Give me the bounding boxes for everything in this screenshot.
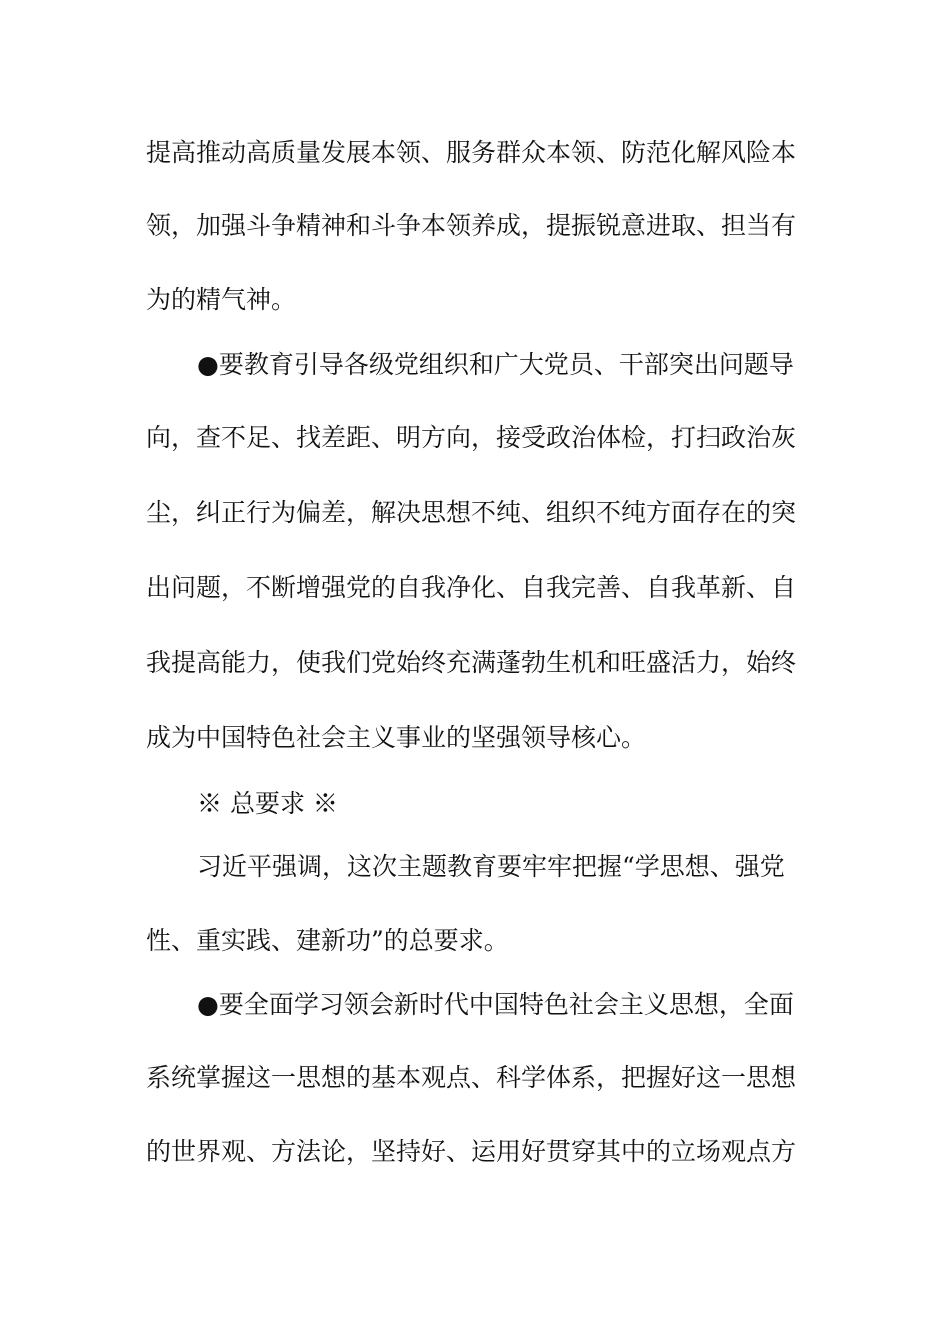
text-line: 领，加强斗争精神和斗争本领养成，提振锐意进取、担当有 (146, 211, 797, 240)
text-line: 的世界观、方法论，坚持好、运用好贯穿其中的立场观点方 (146, 1137, 797, 1166)
text-line: 尘，纠正行为偏差，解决思想不纯、组织不纯方面存在的突 (146, 498, 797, 527)
text-line: 性、重实践、建新功”的总要求。 (146, 926, 509, 955)
text-line: 出问题，不断增强党的自我净化、自我完善、自我革新、自 (146, 573, 797, 602)
text-line: 为的精气神。 (146, 285, 297, 314)
text-line: 我提高能力，使我们党始终充满蓬勃生机和旺盛活力，始终 (146, 648, 797, 677)
bullet-paragraph-line: ●要全面学习领会新时代中国特色社会主义思想，全面 (197, 990, 794, 1019)
text-line: 成为中国特色社会主义事业的坚强领导核心。 (146, 723, 647, 752)
text-line: 提高推动高质量发展本领、服务群众本领、防范化解风险本 (146, 138, 797, 167)
section-heading: ※ 总要求 ※ (197, 789, 338, 818)
paragraph-line: 习近平强调，这次主题教育要牢牢把握“学思想、强党 (197, 852, 785, 881)
text-line: 向，查不足、找差距、明方向，接受政治体检，打扫政治灰 (146, 423, 797, 452)
text-line: 系统掌握这一思想的基本观点、科学体系，把握好这一思想 (146, 1063, 797, 1092)
bullet-paragraph-line: ●要教育引导各级党组织和广大党员、干部突出问题导 (197, 350, 794, 379)
